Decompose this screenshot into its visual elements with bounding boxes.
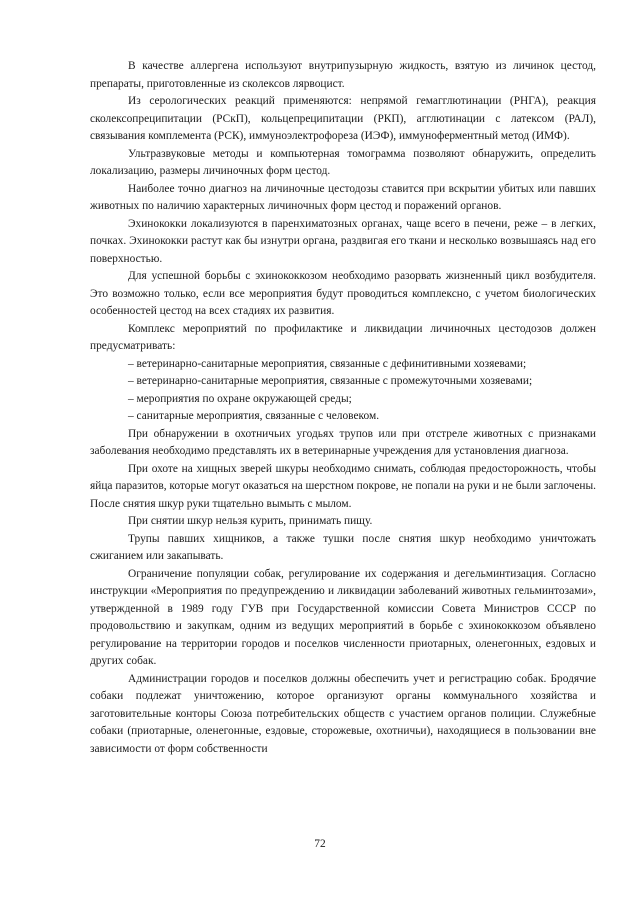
list-item: – мероприятия по охране окружающей среды;: [128, 392, 352, 405]
paragraph-serological-reactions: Из серологических реакций применяются: непрямой гемагглютинации (РНГА), реакция сколексопреципитации (РСкП), кольцепреципитации (РКП), агглютинации с латексом (РАЛ), связывания комплемента (РСК), иммуноэлектрофореза (ИЭФ), иммуноферментный метод (ИМФ).: [90, 95, 596, 142]
paragraph-allergen: В качестве аллергена используют внутрипузырную жидкость, взятую из личинок цестод, препараты, приготовленные из сколексов лярвоцист.: [90, 60, 596, 90]
paragraph-dog-population: Ограничение популяции собак, регулирование их содержания и дегельминтизация. Согласно инструкции «Мероприятия по предупреждению и ликвидации заболеваний животных гельминтозами», утвержденной в 1989 году ГУВ при Государственной комиссии Совета Министров СССР по продовольствию и закупкам, одним из ведущих мероприятий в борьбе с эхинококкозом объявлено регулирование на территории городов и поселков численности приотарных, оленегонных, ездовых и других собак.: [90, 567, 596, 667]
list-item: – ветеринарно-санитарные мероприятия, связанные с промежуточными хозяевами;: [128, 375, 533, 387]
paragraph-diagnosis-autopsy: Наиболее точно диагноз на личиночные цестодозы ставится при вскрытии убитых или павших животных по наличию характерных личиночных форм цестод и поражений органов.: [90, 182, 596, 212]
paragraph-ultrasound: Ультразвуковые методы и компьютерная томограмма позволяют обнаружить, определить локализацию, размеры личиночных форм цестод.: [90, 147, 596, 177]
list-item: – ветеринарно-санитарные мероприятия, связанные с дефинитивными хозяевами;: [128, 357, 527, 370]
document-page: [90, 58, 596, 758]
paragraph-carcass-disposal: Трупы павших хищников, а также тушки после снятия шкур необходимо уничтожать сжиганием или закапывать.: [90, 532, 596, 562]
paragraph-hunting-grounds: При обнаружении в охотничьих угодьях трупов или при отстреле животных с признаками заболевания необходимо представлять их в ветеринарные учреждения для установления диагноза.: [90, 427, 596, 457]
paragraph-measures-intro: Комплекс мероприятий по профилактике и ликвидации личиночных цестодозов должен предусматривать:: [90, 322, 596, 352]
paragraph-no-smoking: При снятии шкур нельзя курить, принимать пищу.: [128, 515, 373, 527]
paragraph-dog-registration: Администрации городов и поселков должны обеспечить учет и регистрацию собак. Бродячие собаки подлежат уничтожению, которое организуют органы коммунального хозяйства и заготовительные конторы Союза потребительских обществ с участием органов полиции. Служебные собаки (приотарные, оленегонные, ездовые, сторожевые, охотничьи), находящиеся в пользовании вне зависимости от форм собственности: [90, 672, 596, 755]
paragraph-echinococcus-localization: Эхинококки локализуются в паренхиматозных органах, чаще всего в печени, реже – в легких, почках. Эхинококки растут как бы изнутри органа, раздвигая его ткани и несколько возвышаясь над его поверхностью.: [90, 217, 596, 265]
paragraph-lifecycle-control: Для успешной борьбы с эхинококкозом необходимо разорвать жизненный цикл возбудителя. Это возможно только, если все мероприятия будут проводиться комплексно, с учетом биологических особенностей цестод на всех стадиях их развития.: [90, 270, 596, 317]
list-item: – санитарные мероприятия, связанные с человеком.: [128, 410, 380, 422]
paragraph-skinning-precautions: При охоте на хищных зверей шкуры необходимо снимать, соблюдая предосторожность, чтобы яйца паразитов, которые могут оказаться на шерстном покрове, не попали на руки и не были заглочены. После снятия шкур руки тщательно вымыть с мылом.: [90, 462, 596, 510]
page-number: 72: [314, 838, 326, 850]
